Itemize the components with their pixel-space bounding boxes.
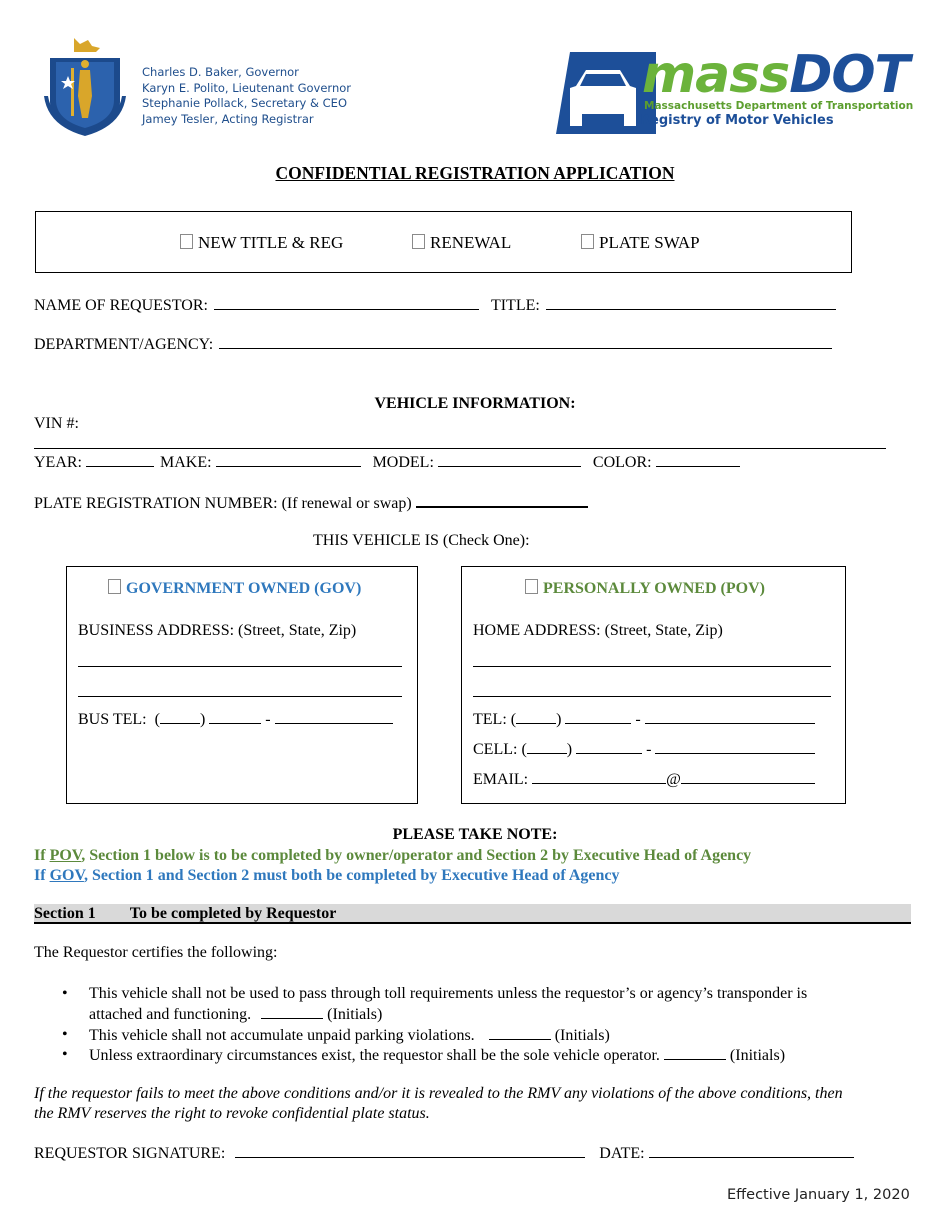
bullet-parking: [89, 1025, 610, 1046]
logo-dot: DOT: [789, 45, 910, 105]
note-gov: [34, 866, 620, 886]
note-pov: [34, 846, 751, 866]
option-new-title-label: NEW TITLE & REG: [198, 233, 344, 252]
section1-header: [34, 904, 336, 924]
pov-address-label: HOME ADDRESS: (Street, State, Zip): [473, 622, 723, 639]
gov-tel-row: BUS TEL: ( ) -: [78, 709, 393, 730]
vehicle-details-row: [34, 452, 740, 473]
checkbox-pov[interactable]: [525, 579, 538, 594]
pov-address-line-1[interactable]: [473, 648, 831, 667]
checkbox-plate-swap[interactable]: [581, 234, 594, 249]
color-label: COLOR:: [592, 454, 652, 471]
bullet-operator: [89, 1045, 785, 1066]
logo-department: Massachusetts Department of Transportation: [644, 100, 914, 112]
note-gov-key: GOV: [49, 867, 84, 884]
requestor-label: NAME OF REQUESTOR:: [34, 297, 208, 314]
toll-initials-field[interactable]: [261, 1004, 323, 1019]
operator-initials-field[interactable]: [664, 1045, 726, 1060]
form-title: CONFIDENTIAL REGISTRATION APPLICATION: [275, 163, 675, 183]
official-governor: Charles D. Baker, Governor: [142, 65, 299, 79]
pov-cell-area[interactable]: [527, 739, 567, 754]
bullet-parking-text: This vehicle shall not accumulate unpaid parking violations.: [89, 1027, 475, 1044]
bullet-toll: [89, 984, 889, 1025]
bullet-dot: •: [62, 985, 68, 1002]
pov-email-domain[interactable]: [681, 769, 815, 784]
year-label: YEAR:: [34, 454, 82, 471]
option-renewal[interactable]: [412, 233, 511, 253]
option-renewal-label: RENEWAL: [430, 233, 512, 252]
vehicle-info-heading: VEHICLE INFORMATION:: [374, 395, 576, 412]
date-label: DATE:: [599, 1145, 645, 1162]
pov-email-row: EMAIL: @: [473, 769, 815, 790]
department-row: [34, 334, 832, 355]
option-new-title[interactable]: [180, 233, 343, 253]
option-plate-swap[interactable]: [581, 233, 700, 253]
gov-option[interactable]: [108, 579, 361, 599]
vin-label: VIN #:: [34, 415, 79, 432]
note-pov-prefix: If: [34, 847, 50, 864]
pov-tel-row: TEL: ( ) -: [473, 709, 815, 730]
pov-cell-label: CELL:: [473, 741, 518, 758]
bullet-dot: •: [62, 1026, 68, 1043]
checkbox-gov[interactable]: [108, 579, 121, 594]
operator-initials-label: (Initials): [729, 1047, 786, 1064]
gov-tel-label: BUS TEL:: [78, 711, 147, 728]
note-pov-text: , Section 1 below is to be completed by owner/operator and Section 2 by Executive Head of Agency: [81, 847, 752, 864]
pov-cell-number[interactable]: [655, 739, 815, 754]
requestor-row: [34, 295, 836, 316]
effective-date: Effective January 1, 2020: [727, 1187, 910, 1203]
bullet-toll-text: This vehicle shall not be used to pass through toll requirements unless the requestor’s or agency’s transponder is: [89, 985, 808, 1002]
disclaimer-line-1: If the requestor fails to meet the above conditions and/or it is revealed to the RMV any violations of the above conditions, then: [34, 1085, 843, 1102]
pov-heading: PERSONALLY OWNED (POV): [543, 580, 765, 597]
section1-label: Section 1: [34, 905, 96, 922]
signature-row: [34, 1143, 854, 1164]
pov-tel-number[interactable]: [645, 709, 815, 724]
gov-tel-prefix[interactable]: [209, 709, 261, 724]
pov-option[interactable]: [525, 579, 765, 599]
officials-list: [142, 65, 351, 127]
gov-tel-area[interactable]: [160, 709, 200, 724]
checkbox-new-title[interactable]: [180, 234, 193, 249]
plate-field[interactable]: [416, 492, 588, 508]
model-field[interactable]: [438, 452, 581, 467]
pov-email-user[interactable]: [532, 769, 666, 784]
gov-address-label: BUSINESS ADDRESS: (Street, State, Zip): [78, 622, 357, 639]
logo-mass: mass: [642, 45, 790, 105]
pov-cell-prefix[interactable]: [576, 739, 642, 754]
requestor-field[interactable]: [214, 295, 479, 310]
signature-field[interactable]: [235, 1143, 585, 1158]
title-label: TITLE:: [490, 297, 540, 314]
bullet-toll-cont: attached and functioning.: [89, 1006, 252, 1023]
toll-initials-label: (Initials): [327, 1006, 383, 1023]
note-gov-prefix: If: [34, 867, 50, 884]
note-pov-key: POV: [49, 847, 82, 864]
disclaimer-line-2: the RMV reserves the right to revoke confidential plate status.: [34, 1105, 430, 1122]
vehicle-is-label: THIS VEHICLE IS (Check One):: [313, 532, 530, 549]
checkbox-renewal[interactable]: [412, 234, 425, 249]
gov-tel-number[interactable]: [275, 709, 393, 724]
disclaimer: [34, 1084, 843, 1124]
massdot-logo: [556, 45, 914, 136]
vin-field[interactable]: [34, 430, 886, 449]
plate-row: [34, 492, 588, 514]
signature-label: REQUESTOR SIGNATURE:: [34, 1145, 226, 1162]
pov-tel-area[interactable]: [516, 709, 556, 724]
gov-heading: GOVERNMENT OWNED (GOV): [126, 580, 362, 597]
pov-email-label: EMAIL:: [473, 771, 529, 788]
pov-tel-prefix[interactable]: [565, 709, 631, 724]
plate-label: PLATE REGISTRATION NUMBER: (If renewal or swap): [34, 495, 412, 512]
note-gov-text: , Section 1 and Section 2 must both be completed by Executive Head of Agency: [83, 867, 620, 884]
make-field[interactable]: [216, 452, 361, 467]
gov-address-line-1[interactable]: [78, 648, 402, 667]
gov-address-line-2[interactable]: [78, 678, 402, 697]
department-field[interactable]: [219, 334, 832, 349]
year-field[interactable]: [86, 452, 154, 467]
official-secretary: Stephanie Pollack, Secretary & CEO: [142, 96, 347, 110]
parking-initials-label: (Initials): [554, 1027, 610, 1044]
bullet-dot: •: [62, 1046, 68, 1063]
pov-tel-label: TEL:: [473, 711, 507, 728]
date-field[interactable]: [649, 1143, 854, 1158]
section1-intro: The Requestor certifies the following:: [34, 944, 278, 961]
pov-address-line-2[interactable]: [473, 678, 831, 697]
bullet-operator-text: Unless extraordinary circumstances exist, the requestor shall be the sole vehicle operator.: [89, 1047, 660, 1064]
option-plate-swap-label: PLATE SWAP: [599, 233, 700, 252]
logo-rmv: Registry of Motor Vehicles: [640, 113, 834, 128]
state-seal: [44, 36, 126, 136]
title-field[interactable]: [546, 295, 836, 310]
department-label: DEPARTMENT/AGENCY:: [34, 336, 214, 353]
note-heading: PLEASE TAKE NOTE:: [392, 826, 558, 843]
pov-cell-row: CELL: ( ) -: [473, 739, 815, 760]
make-label: MAKE:: [160, 454, 212, 471]
official-registrar: Jamey Tesler, Acting Registrar: [142, 111, 314, 126]
color-field[interactable]: [656, 452, 740, 467]
section1-sub: To be completed by Requestor: [129, 905, 337, 922]
parking-initials-field[interactable]: [489, 1025, 551, 1040]
official-lt-governor: Karyn E. Polito, Lieutenant Governor: [142, 80, 351, 95]
model-label: MODEL:: [372, 454, 434, 471]
